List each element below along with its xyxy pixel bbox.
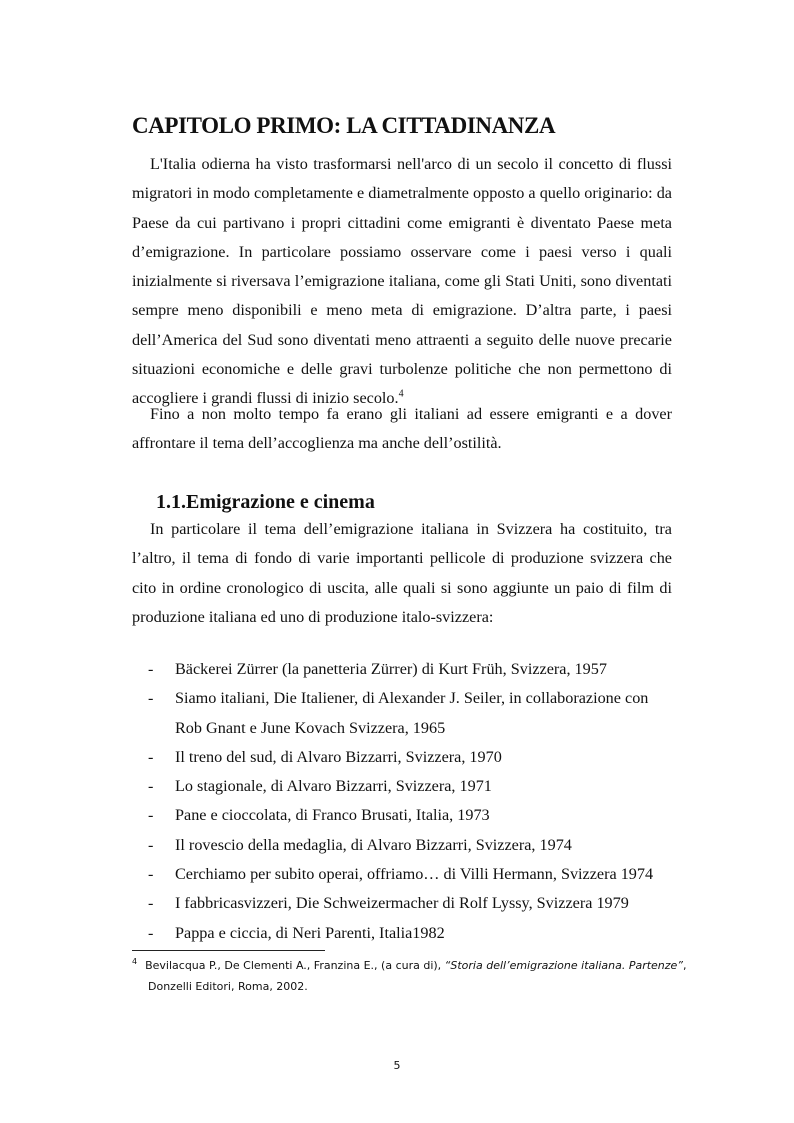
- list-item: [148, 831, 672, 860]
- film-entry: Siamo italiani, Die Italiener, di Alexander J. Seiler, in collaborazione con Rob Gnant e June Kovach Svizzera, 1965: [175, 689, 649, 737]
- list-item: [148, 743, 672, 772]
- chapter-title: CAPITOLO PRIMO: LA CITTADINANZA: [132, 113, 556, 138]
- list-item: [148, 889, 672, 918]
- footnote-number: 4: [132, 957, 138, 967]
- footnote: [132, 955, 693, 997]
- film-entry: Cerchiamo per subito operai, offriamo… di Villi Hermann, Svizzera 1974: [175, 865, 654, 884]
- film-entry: Il treno del sud, di Alvaro Bizzarri, Svizzera, 1970: [175, 747, 502, 766]
- body-paragraph: Fino a non molto tempo fa erano gli italiani ad essere emigranti e a dover affrontare il tema dell’accoglienza ma anche dell’ostilità.: [132, 405, 672, 453]
- list-item: [148, 801, 672, 830]
- film-entry: Il rovescio della medaglia, di Alvaro Bizzarri, Svizzera, 1974: [175, 835, 572, 854]
- body-paragraph: [132, 150, 672, 414]
- film-entry: Pane e cioccolata, di Franco Brusati, Italia, 1973: [175, 806, 490, 825]
- list-item: [148, 919, 672, 948]
- list-dash: -: [148, 689, 154, 708]
- section-title: 1.1.Emigrazione e cinema: [156, 491, 375, 513]
- footnote-publisher: , Donzelli Editori, Roma, 2002.: [148, 959, 687, 993]
- list-dash: -: [148, 865, 154, 884]
- film-entry: Bäckerei Zürrer (la panetteria Zürrer) di Kurt Früh, Svizzera, 1957: [175, 660, 607, 678]
- footnote-title: “Storia dell’emigrazione italiana. Partenze”: [444, 959, 684, 972]
- list-dash: -: [148, 777, 154, 796]
- list-item: [148, 860, 672, 889]
- list-dash: -: [148, 747, 154, 766]
- footnote-divider: [132, 950, 325, 951]
- film-list: [148, 655, 672, 948]
- film-entry: Pappa e ciccia, di Neri Parenti, Italia1982: [175, 923, 445, 942]
- paragraph-text: L'Italia odierna ha visto trasformarsi nell'arco di un secolo il concetto di flussi migratori in modo completamente e diametralmente opposto a quello originario: da Paese da cui partivano i propri cittadini come emigranti è diventato Paese meta d’emigrazione. In particolare possiamo osservare come i paesi verso i quali inizialmente si riversava l’emigrazione italiana, come gli Stati Uniti, sono diventati sempre meno disponibili e meno meta di emigrazione. D’altra parte, i paesi dell’America del Sud sono diventati meno attraenti a seguito delle nuove precarie situazioni economiche e delle gravi turbolenze politiche che non permettono di accogliere i grandi flussi di inizio secolo.: [132, 155, 672, 408]
- footnote-authors: Bevilacqua P., De Clementi A., Franzina E., (a cura di),: [145, 959, 445, 972]
- footnote-reference: 4: [398, 388, 404, 400]
- list-dash: -: [148, 806, 154, 825]
- list-dash: -: [148, 894, 154, 913]
- list-item: [148, 772, 672, 801]
- page-number: 5: [393, 1059, 401, 1072]
- film-entry: Lo stagionale, di Alvaro Bizzarri, Svizzera, 1971: [175, 777, 492, 796]
- list-item: [148, 684, 672, 743]
- film-entry: I fabbricasvizzeri, Die Schweizermacher di Rolf Lyssy, Svizzera 1979: [175, 894, 629, 913]
- list-dash: -: [148, 835, 154, 854]
- list-item: [148, 655, 672, 684]
- list-dash: -: [148, 660, 154, 678]
- section-intro-paragraph: In particolare il tema dell’emigrazione italiana in Svizzera ha costituito, tra l’altro, il tema di fondo di varie importanti pellicole di produzione svizzera che cito in ordine cronologico di uscita, alle quali si sono aggiunte un paio di film di produzione italiana ed uno di produzione italo-svizzera:: [132, 520, 672, 626]
- list-dash: -: [148, 923, 154, 942]
